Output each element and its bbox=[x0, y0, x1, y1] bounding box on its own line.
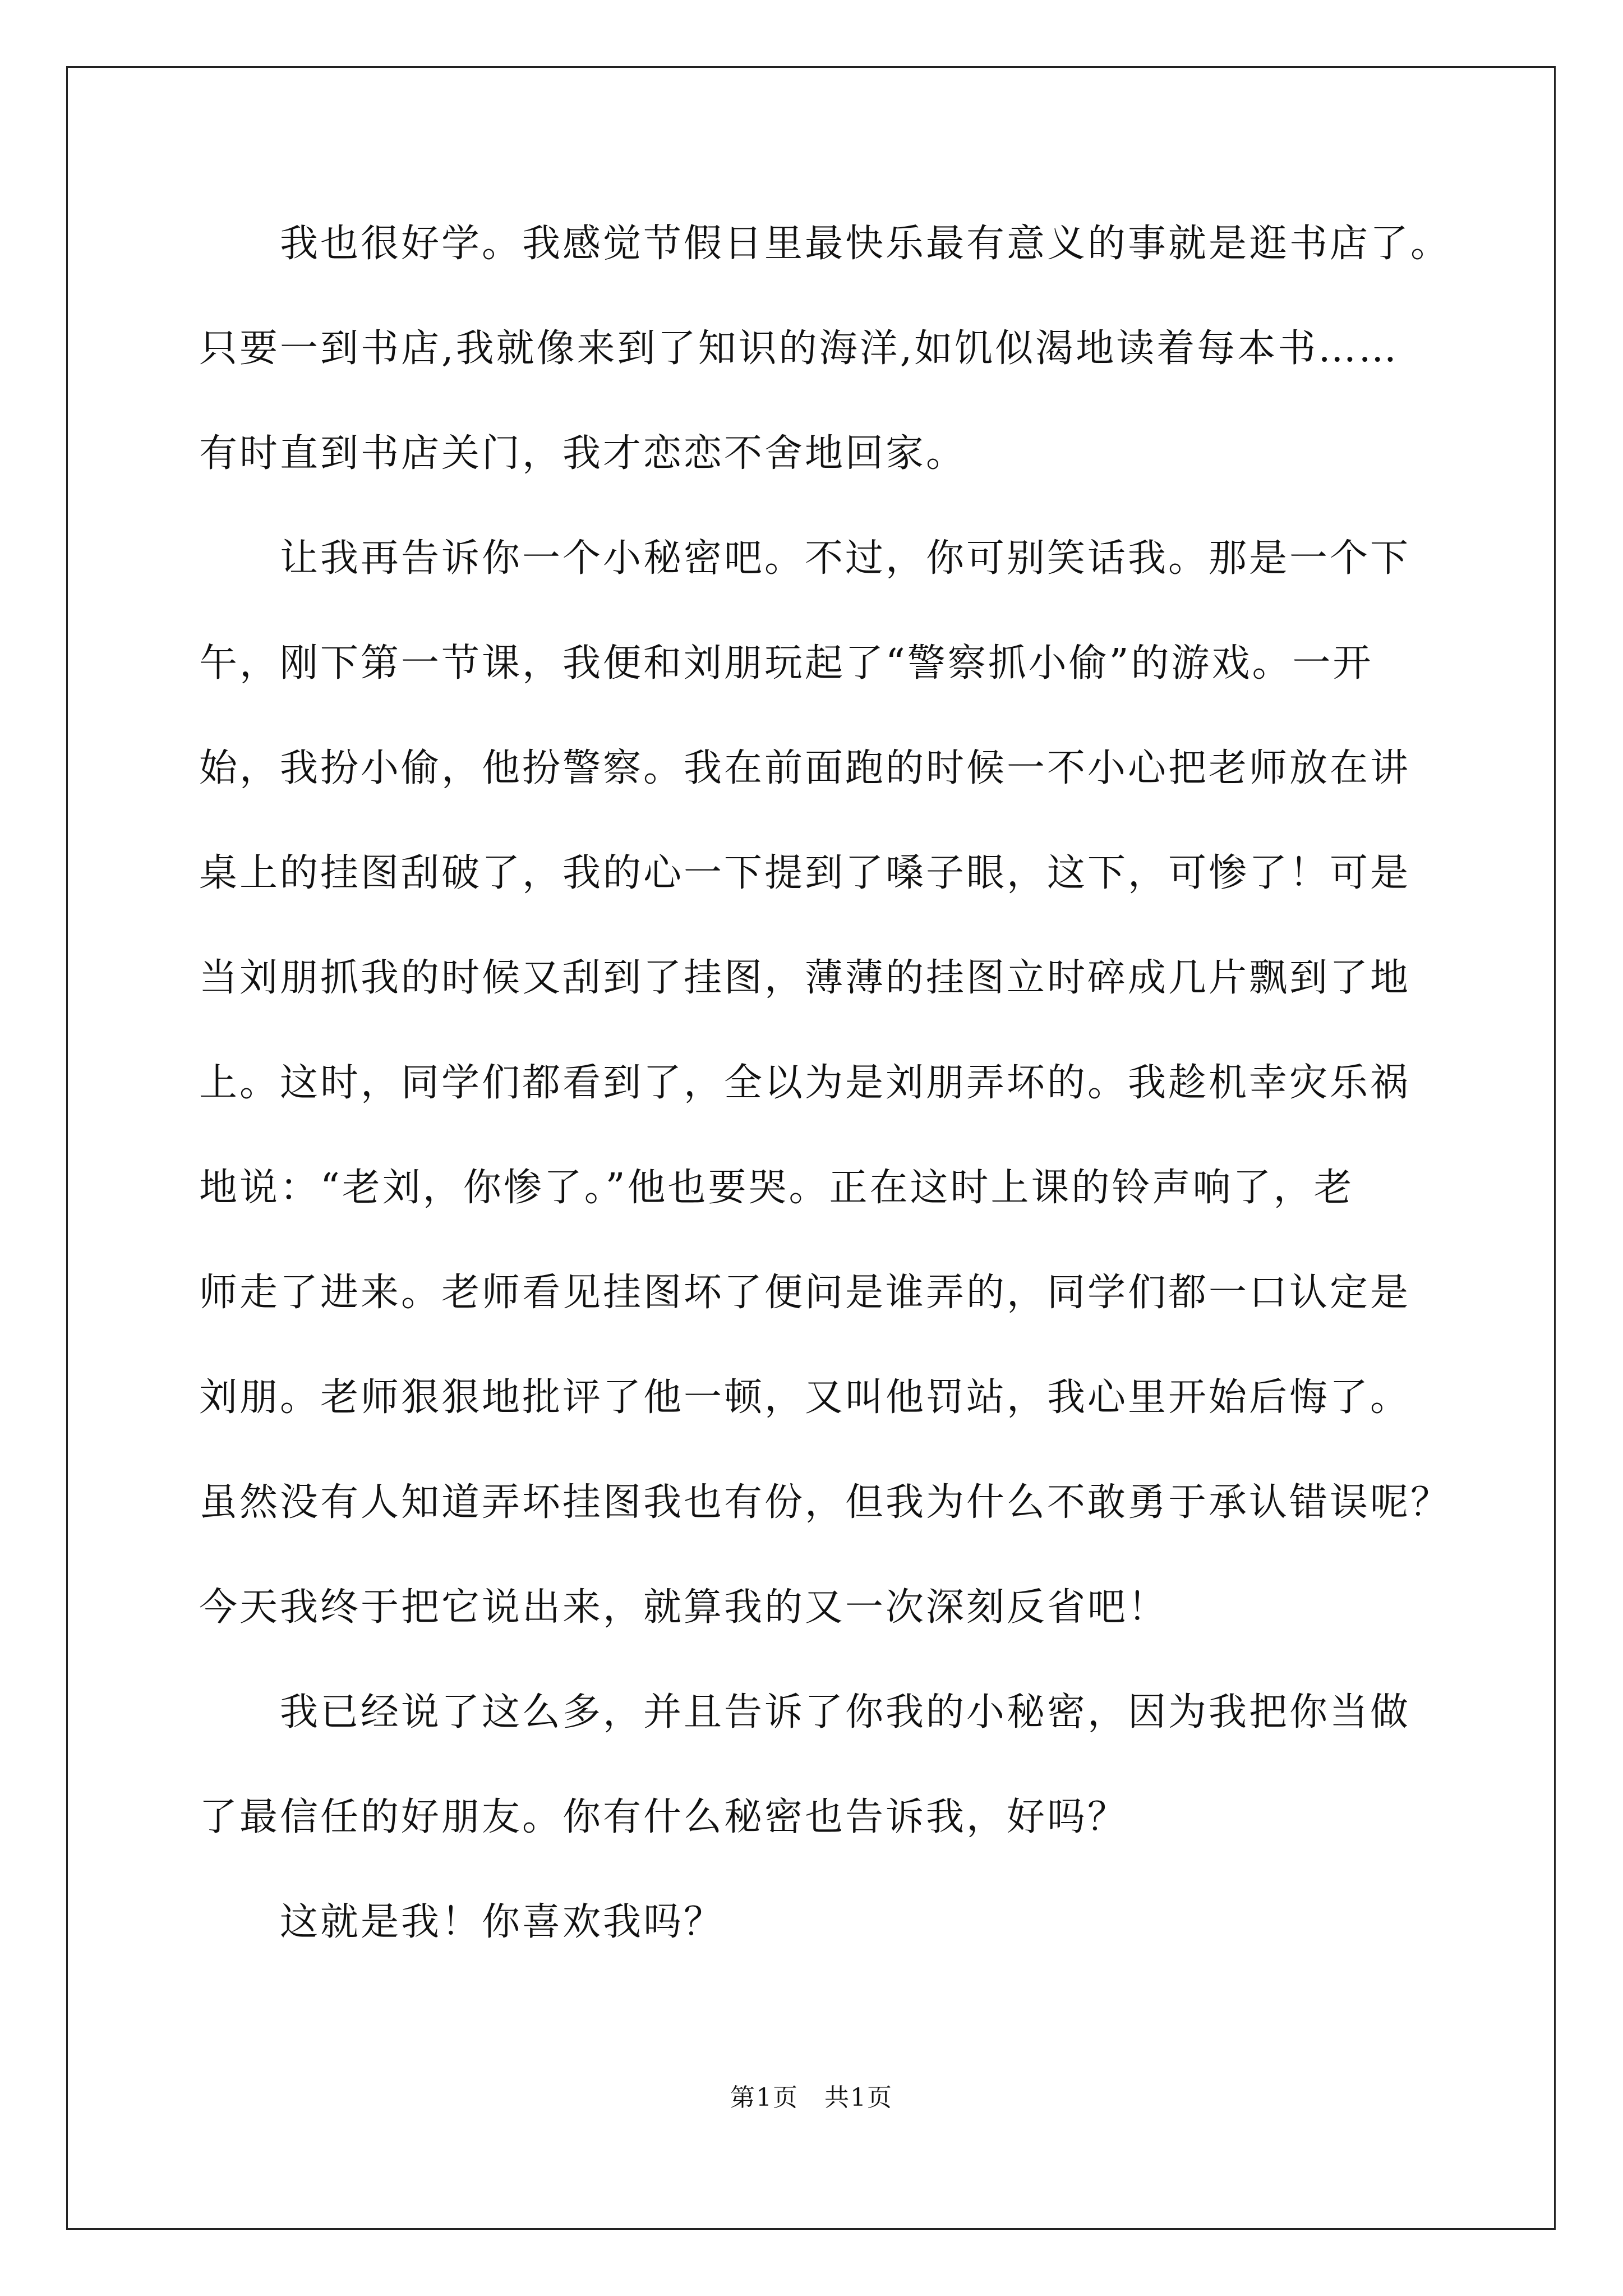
text-line: 只要一到书店,我就像来到了知识的海洋,如饥似渴地读着每本书…… bbox=[199, 326, 1399, 371]
text-line: 我已经说了这么多，并且告诉了你我的小秘密，因为我把你当做 bbox=[280, 1690, 1411, 1734]
text-line: 刘朋。老师狠狠地批评了他一顿，又叫他罚站，我心里开始后悔了。 bbox=[199, 1375, 1411, 1420]
text-line: 我也很好学。我感觉节假日里最快乐最有意义的事就是逛书店了。 bbox=[280, 222, 1451, 266]
text-line: 午，刚下第一节课，我便和刘朋玩起了“警察抓小偷”的游戏。一开 bbox=[199, 641, 1373, 685]
page-footer: 第1页 共1页 bbox=[730, 2083, 893, 2112]
text-line: 了最信任的好朋友。你有什么秘密也告诉我，好吗？ bbox=[199, 1795, 1128, 1839]
text-line: 始，我扮小偷，他扮警察。我在前面跑的时候一不小心把老师放在讲 bbox=[199, 746, 1411, 790]
text-line: 虽然没有人知道弄坏挂图我也有份，但我为什么不敢勇于承认错误呢？ bbox=[199, 1480, 1451, 1525]
text-line: 地说：“老刘，你惨了。”他也要哭。正在这时上课的铃声响了，老 bbox=[199, 1166, 1354, 1210]
text-line: 今天我终于把它说出来，就算我的又一次深刻反省吧！ bbox=[199, 1585, 1169, 1630]
text-line: 让我再告诉你一个小秘密吧。不过，你可别笑话我。那是一个下 bbox=[280, 536, 1411, 581]
text-line: 上。这时，同学们都看到了，全以为是刘朋弄坏的。我趁机幸灾乐祸 bbox=[199, 1061, 1411, 1105]
text-line: 有时直到书店关门，我才恋恋不舍地回家。 bbox=[199, 431, 967, 476]
text-line: 师走了进来。老师看见挂图坏了便问是谁弄的，同学们都一口认定是 bbox=[199, 1271, 1411, 1315]
text-line: 这就是我！你喜欢我吗？ bbox=[280, 1900, 725, 1944]
document-body bbox=[199, 213, 1450, 1996]
text-line: 桌上的挂图刮破了，我的心一下提到了嗓子眼，这下，可惨了！可是 bbox=[199, 851, 1411, 895]
text-line: 当刘朋抓我的时候又刮到了挂图，薄薄的挂图立时碎成几片飘到了地 bbox=[199, 956, 1411, 1000]
